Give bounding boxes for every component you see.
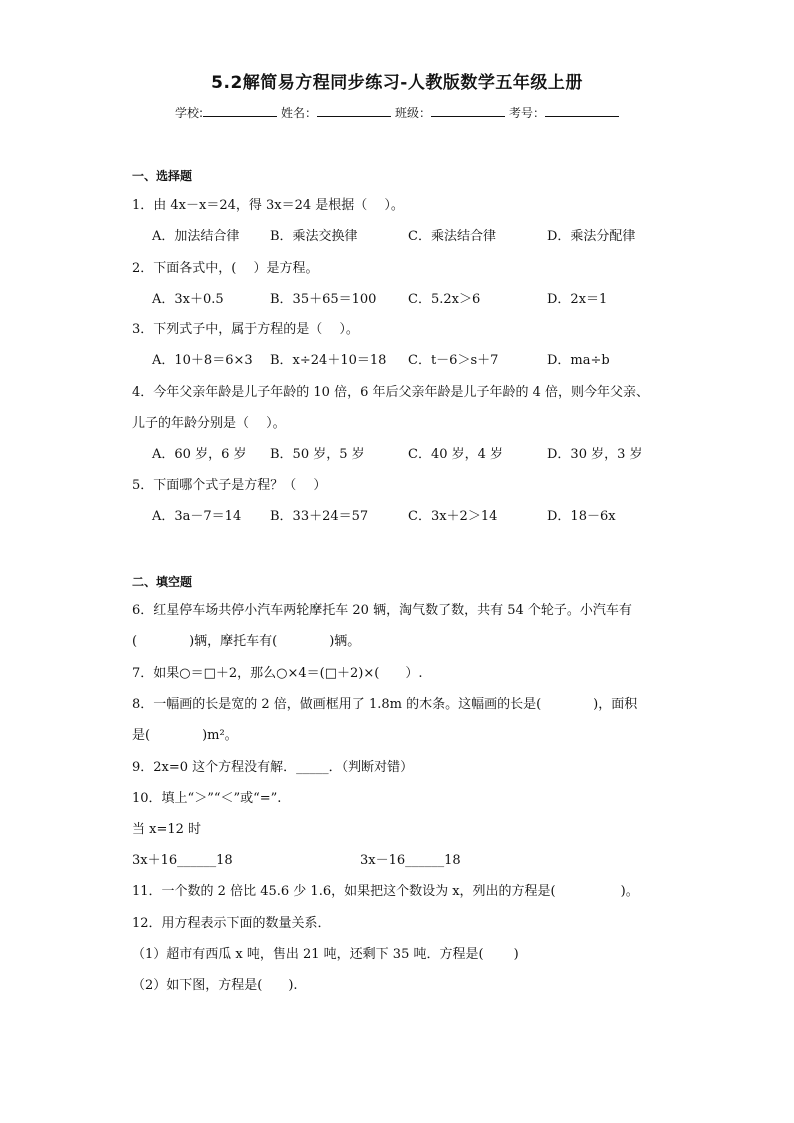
school-blank bbox=[203, 104, 277, 117]
question-8-line-1: 8．一幅画的长是宽的 2 倍，做画框用了 1.8m 的木条。这幅画的长是( )，面积 bbox=[132, 697, 638, 712]
question-10: 10．填上“＞”“＜”或“=”. bbox=[132, 791, 282, 806]
question-12-part-1: （1）超市有西瓜 x 吨，售出 21 吨，还剩下 35 吨．方程是( ) bbox=[132, 947, 519, 962]
question-7: 7．如果○＝□＋2，那么○×4＝(□＋2)×( ）. bbox=[132, 666, 423, 681]
question-6-line-2: ( )辆，摩托车有( )辆。 bbox=[132, 634, 361, 649]
section-heading-fill: 二、填空题 bbox=[132, 575, 193, 589]
question-2: 2．下面各式中，( ）是方程。 bbox=[132, 261, 319, 276]
school-label: 学校: bbox=[174, 106, 203, 120]
question-4-line-2: 儿子的年龄分别是（ ）。 bbox=[132, 416, 286, 431]
option-a: A．10＋8＝6×3 bbox=[152, 353, 253, 368]
option-b: B．50 岁，5 岁 bbox=[270, 447, 365, 462]
question-6-line-1: 6．红星停车场共停小汽车两轮摩托车 20 辆，淘气数了数，共有 54 个轮子。小汽车有 bbox=[132, 603, 632, 618]
option-a: A．3a－7＝14 bbox=[152, 509, 242, 524]
option-b: B．35＋65＝100 bbox=[270, 292, 377, 307]
option-b: B．x÷24＋10＝18 bbox=[270, 353, 387, 368]
option-d: D．ma÷b bbox=[547, 353, 610, 368]
question-8-line-2: 是( )m²。 bbox=[132, 728, 238, 743]
option-c: C．5.2x＞6 bbox=[408, 292, 481, 307]
question-10-blank-b: 3x－16______18 bbox=[360, 853, 461, 868]
option-d: D．18－6x bbox=[547, 509, 616, 524]
class-label: 班级： bbox=[395, 106, 432, 120]
option-b: B．乘法交换律 bbox=[270, 229, 358, 244]
option-a: A．加法结合律 bbox=[152, 229, 240, 244]
question-12: 12．用方程表示下面的数量关系． bbox=[132, 916, 331, 931]
option-a: A．3x＋0.5 bbox=[152, 292, 224, 307]
exam-no-blank bbox=[545, 104, 619, 117]
option-c: C．乘法结合律 bbox=[408, 229, 496, 244]
option-c: C．3x＋2＞14 bbox=[408, 509, 498, 524]
option-b: B．33＋24＝57 bbox=[270, 509, 369, 524]
question-12-part-2: （2）如下图，方程是( ). bbox=[132, 978, 298, 993]
name-blank bbox=[317, 104, 391, 117]
option-d: D．2x＝1 bbox=[547, 292, 608, 307]
option-a: A．60 岁，6 岁 bbox=[152, 447, 247, 462]
name-label: 姓名： bbox=[281, 106, 318, 120]
section-heading-choice: 一、选择题 bbox=[132, 169, 193, 183]
question-9: 9．2x=0 这个方程没有解．_____．（判断对错） bbox=[132, 760, 414, 775]
question-10-blank-a: 3x＋16______18 bbox=[132, 853, 233, 868]
exam-no-label: 考号： bbox=[509, 106, 546, 120]
question-1: 1．由 4x－x＝24，得 3x＝24 是根据（ ）。 bbox=[132, 198, 404, 213]
question-10-condition: 当 x=12 时 bbox=[132, 822, 202, 837]
option-d: D．30 岁，3 岁 bbox=[547, 447, 643, 462]
option-d: D．乘法分配律 bbox=[547, 229, 636, 244]
class-blank bbox=[431, 104, 505, 117]
question-5: 5．下面哪个式子是方程？（ ） bbox=[132, 478, 327, 493]
option-c: C．40 岁，4 岁 bbox=[408, 447, 504, 462]
page-title: 5.2解简易方程同步练习-人教版数学五年级上册 bbox=[211, 73, 583, 93]
question-4-line-1: 4．今年父亲年龄是儿子年龄的 10 倍，6 年后父亲年龄是儿子年龄的 4 倍，则今年父亲、 bbox=[132, 385, 650, 400]
option-c: C．t－6＞s＋7 bbox=[408, 353, 499, 368]
question-11: 11．一个数的 2 倍比 45.6 少 1.6，如果把这个数设为 x，列出的方程是( )。 bbox=[132, 884, 639, 899]
question-3: 3．下列式子中，属于方程的是（ ）。 bbox=[132, 322, 359, 337]
student-info-line bbox=[0, 104, 794, 121]
